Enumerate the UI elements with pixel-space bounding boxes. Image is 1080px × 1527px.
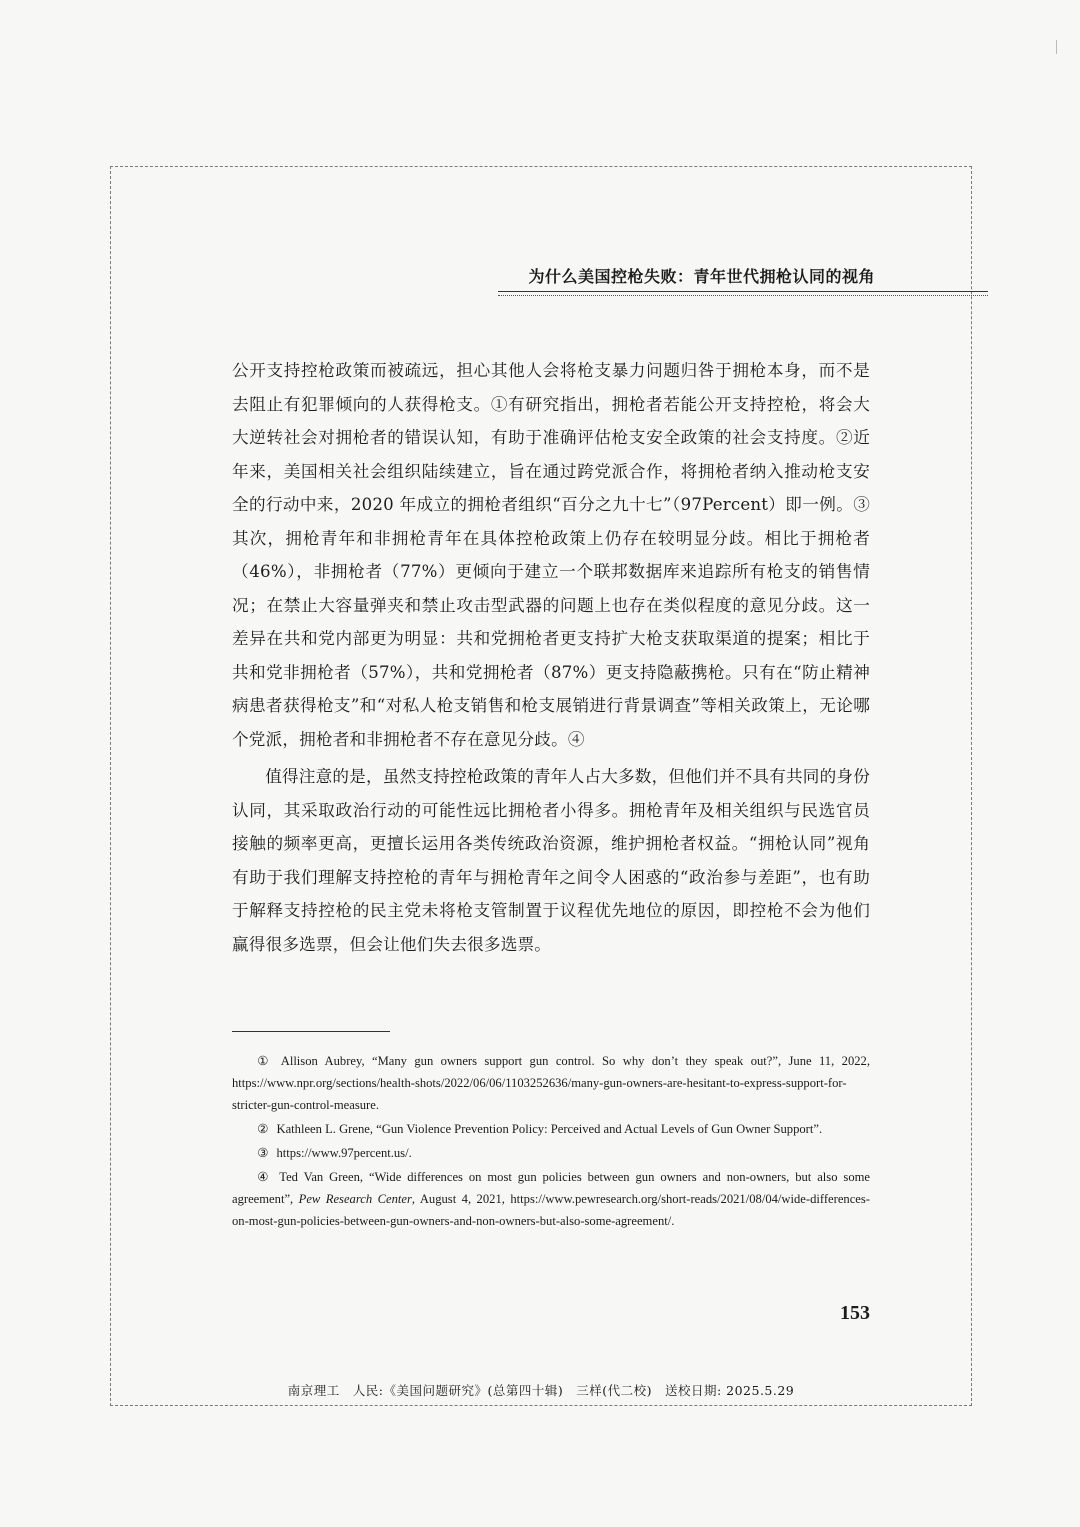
- body-text: [232, 354, 870, 961]
- footnote-1: [232, 1050, 870, 1116]
- footnote-ref-1: ①: [490, 394, 509, 414]
- running-header: 为什么美国控枪失败：青年世代拥枪认同的视角: [528, 267, 875, 286]
- scan-speck: [1056, 40, 1057, 54]
- proof-footer: 南京理工 人民:《美国问题研究》(总第四十辑) 三样(代二校) 送校日期: 2025.5.29: [287, 1383, 795, 1398]
- footnotes: [232, 1050, 870, 1234]
- paragraph-1-part-2: 有研究指出，拥枪者若能公开支持控枪，将会大大逆转社会对拥枪者的错误认知，有助于准确评估枪支安全政策的社会支持度。: [232, 394, 871, 447]
- footnote-2-mark: ②: [257, 1122, 269, 1136]
- footnote-4-text-before: Ted Van Green, “Wide differences on most gun policies between gun owners and non-owners, but also some agreement”,: [232, 1170, 870, 1206]
- footnote-4-mark: ④: [257, 1170, 272, 1184]
- footnote-4-journal: Pew Research Center: [298, 1192, 412, 1206]
- paragraph-1-part-1: 公开支持控枪政策而被疏远，担心其他人会将枪支暴力问题归咎于拥枪本身，而不是去阻止有犯罪倾向的人获得枪支。: [232, 361, 870, 414]
- footnote-2-text: Kathleen L. Grene, “Gun Violence Prevention Policy: Perceived and Actual Levels of Gun Owner Support”.: [276, 1122, 823, 1136]
- footnote-ref-2: ②: [835, 428, 854, 447]
- footnote-separator: [232, 1031, 390, 1032]
- footnote-ref-4: ④: [567, 729, 585, 749]
- footnote-3-mark: ③: [257, 1146, 269, 1160]
- footnote-ref-3: ③: [853, 495, 870, 514]
- page-number: 153: [840, 1302, 870, 1324]
- paragraph-1-part-3: 近年来，美国相关社会组织陆续建立，旨在通过跨党派合作，将拥枪者纳入推动枪支安全的行动中来，2020 年成立的拥枪者组织“百分之九十七”（97Percent）即一例。: [232, 428, 871, 514]
- footnote-1-mark: ①: [257, 1054, 273, 1068]
- footnote-3-text: https://www.97percent.us/.: [276, 1146, 412, 1160]
- footnote-4: [232, 1166, 870, 1232]
- footnote-1-text: Allison Aubrey, “Many gun owners support gun control. So why don’t they speak out?”, June 11, 2022, https://www.npr.org/sections/health-shots/2022/06/06/1103252636/many-gun-owners-are-hesitant-to-express-support-for-stricter-gun-control-measure.: [232, 1054, 870, 1112]
- footnote-3: [232, 1142, 870, 1164]
- paragraph-2: 值得注意的是，虽然支持控枪政策的青年人占大多数，但他们并不具有共同的身份认同，其采取政治行动的可能性远比拥枪者小得多。拥枪青年及相关组织与民选官员接触的频率更高，更擅长运用各类传统政治资源，维护拥枪者权益。“拥枪认同”视角有助于我们理解支持控枪的青年与拥枪青年之间令人困惑的“政治参与差距”，也有助于解释支持控枪的民主党未将枪支管制置于议程优先地位的原因，即控枪不会为他们赢得很多选票，但会让他们失去很多选票。: [232, 767, 870, 954]
- header-rule: [498, 291, 988, 296]
- paragraph-1: [232, 354, 870, 756]
- paragraph-1-part-4: 其次，拥枪青年和非拥枪青年在具体控枪政策上仍存在较明显分歧。相比于拥枪者（46%），非拥枪者（77%）更倾向于建立一个联邦数据库来追踪所有枪支的销售情况；在禁止大容量弹夹和禁止攻击型武器的问题上也存在类似程度的意见分歧。这一差异在共和党内部更为明显：共和党拥枪者更支持扩大枪支获取渠道的提案；相比于共和党非拥枪者（57%），共和党拥枪者（87%）更支持隐蔽携枪。只有在“防止精神病患者获得枪支”和“对私人枪支销售和枪支展销进行背景调查”等相关政策上，无论哪个党派，拥枪者和非拥枪者不存在意见分歧。: [232, 528, 870, 749]
- footnote-4-text-after: , August 4, 2021, https://www.pewresearch.org/short-reads/2021/08/04/wide-differences-on-most-gun-policies-between-gun-owners-and-non-owners-but-also-some-agreement/.: [232, 1192, 870, 1228]
- footnote-2: [232, 1118, 870, 1140]
